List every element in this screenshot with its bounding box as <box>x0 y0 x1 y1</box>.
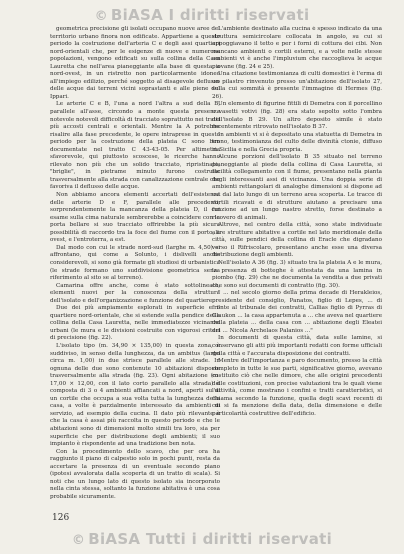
paragraph: Nell'isolato A 36 (fig. 3) situato tra la plateia A e le mura, la presenza di botteghe è attestata da una lamina in piombo (fig. 29) che ne documenta la vendita a due privati che sono sui documenti di contratto (fig. 30). <box>212 259 382 289</box>
paragraph: Due dei più ampiamente esplorati in superficie e il quartiere nord-orientale, che si estende sulla pendice della collina della Casa Lauretta, nelle immediatezze vicinanze urbani (le mura e le divisioni costruite con vigorosi criteri di precisione (fig. 22). <box>50 305 220 342</box>
paragraph: " ... nel secolo giorno della prima decade di Herakleios, presidente del consiglio, Panatos, figlio di Lepes, ... di fronte al tribunale dei contratti, Callias figlio di Pyrras di Glaukon ... la casa appartenuta a ... che aveva nel quartiere della plateia ... della casa con ... abitazione degli Eleatei del ... Nicola Archelaos Palanios ..." <box>212 290 382 334</box>
paragraph: Alcune porzioni dell'isolato B 35 situato nel terreno pianeggiante al piede della collina di Casa Lauretta, si facilità collegamento con il fiume, presentano nella pianta degli interessanti assi di vicinanza. Una doppia serie di ambienti rettangolari di analoghe dimensioni si dispone ad est dal lato lungo di un terreno area scoperta. Le tracce di cortili ricavati e di strutture aiutano a precisare una funzione ad un lungo nastro stretto, forse destinato a ricovero di animali. <box>212 154 382 221</box>
paragraph: Con la procedimento dello scavo, che per ora ha raggiunto il piano di calpestio solo in pochi punti, resta da accertare la presenza di un eventuale secondo piano (ipotesi avvalorata dalla scoperta di un tratto di scala). Si noti che un lungo lato di questo isolato sia incorporato nella cinta stessa, soltanto la funzione abitativa è una cosa probabile sicuramente. <box>50 448 220 500</box>
page-number: 126 <box>52 513 70 523</box>
paragraph: Non abbiamo ancora elementi accertati dell'esistenza delle arterie D e F, parallele alle precedenti; sorprendentemente la mancanza della plateia D, il cui esame sulla cima naturale sembrerebbe a coincidere con la porta bellare si suo tracciato offrirebbe la più sicura possibilità di raccordo tra la foce del fiume con il porto, a ovest, e l'entroterra, a est. <box>50 192 220 244</box>
watermark-banner-top <box>0 6 404 24</box>
paragraph: In ambienti vi si è depositato una statuetta di Demetra in trono, testimonianza del culto delle divinità ctonie, diffuso in Sicilia e nella Grecia propria. <box>212 131 382 153</box>
paragraph: Mentre dell'importanza e paro documento, presso la città completo in tutte le sue parti, significative giorno, avevano costituito ciò che nelle dimore, che alle origini precedenti delle costituzioni, con precise valutazioni tra le quali viene l'attività, come mostrano i confini e tratti caratteristici, si chiama secondo la funzione, quella degli scavi recenti di cui si fa menzione della data, della dimensione e delle particolarità costruttive dell'edificio. <box>212 358 382 417</box>
paragraph: geometrica precisione gli isolati occupano nuove aree del territorio urbano finora non edificate. Appartiene a questo periodo la costruzione dell'arteria C e degli assi quartieri nord-orientali che, per le esigenze di nuove e numerose popolazioni, vengono edificati su sulla collina della Casa Lauretta che nell'area pianeggiante alla base di questa, a nord-ovest, in un ristretto non particolarmente idoneo all'impiego edilizio, perché soggetto al disagevole deflusso delle acque dai terreni vicini soprastanti e alle piene del Ippari. <box>50 26 220 100</box>
copyright-icon: © <box>71 533 86 548</box>
left-text-column <box>50 26 220 518</box>
paragraph: Camarina offre anche, come è stato sottolineato, elementi nuovi per la conoscenza della struttura dell'isolato e dell'organizzazione e funzione del quartiere. <box>50 282 220 304</box>
paragraph: Dal modo con cui le strade nord-sud (larghe m. 4,50) si affrontano, qui come a Solunto, i dislivelli anche considerevoli, si sono già formate gli studiosi di urbanistica (le strade formano uno suddivisione geometrica senza riferimento al sito se al terreno). <box>50 244 220 282</box>
watermark-text-top: BiASA I diritti riservati <box>110 6 310 24</box>
paragraph: Le arterie C e B, l'una a nord l'altra a sud della B, parallele all'asse, circondo a monte questa presenza notevole notevoli difficoltà di tracciato soprattutto nei tratti più accosti centrali e orientali. Mentre la A potrebbe risalire alla fase precedente, le opere intraprese in questo periodo per la costruzione della plateia C sono ben documentate nel tratto C 43-43-05. Per altimetria sfavorevole, qui piuttosto scoscese, le ricerche hanno rilevato non più che un solido tracciato, ripristinato, "briglie", in pietrame minuto furono costruite trasversalmente alla strada con canalizzazione centrale che favoriva il deflusso delle acque. <box>50 101 220 191</box>
paragraph: L'ambiente destinato alla cucina è spesso indicato da una struttura semicircolare collocata in angolo, su cui si appoggiavano il tetto e per i forni di cottura dei cibi. Non mancano ambienti o cortili esterni, e a volte nelle stesse ambienti vi è anche l'impluvium che raccoglieva le acque piovane (fig. 24 e 25). <box>212 26 382 70</box>
paragraph: Una citazione testimonianza di culti domestici è l'erma di un pilastro rinvenuto presso un'abitazione dell'isolato 27, sulla cui sommità è presente l'immagine di Hermes (fig. 26). <box>212 71 382 100</box>
paragraph: L'isolato tipo (m. 34,90 × 135,00) in questa zona, è suddiviso, in senso della lunghezza, da un ambitus (largo circa m. 1,00) in due strisce parallele alle strade. In ognuna delle due sono contenute 10 abitazioni disposte trasversalmente alla strada (fig. 23). Ogni abitazione (m. 17,00 × 12,00, con il lato corto parallelo alla strada) è composta di 3 o 4 ambienti affiancati a nord, aperti su di un cortile che occupa a sua volta tutta la lunghezza della casa, a volte è parzialmente interessato da ambienti di servizio, ad esempio della cucina. Il dato più rilevante è che la casa è assai più raccolta in questo periodo e che le abitazioni sono di dimensioni molto simili tra loro, sia per superficie che per distribuzione degli ambienti; il suo impianto è rispondente ad una tradizione ben nota. <box>50 342 220 448</box>
watermark-banner-bottom <box>0 530 404 548</box>
watermark-text-bottom: BiASA Tutti i diritti riservati <box>88 530 333 548</box>
paragraph: Altrove, nel centro della città, sono state individuate altre strutture abitative a cortile nel lato meridionale della città, sulle pendici della collina di Eracle che digradano verso il Rifriscolaro, presentano anche esse una diversa distribuzione degli ambienti. <box>212 222 382 259</box>
right-text-column <box>212 26 382 518</box>
paragraph: Un elemento di figurine fittili di Demetra con il porcellino e vasetti votivi (fig. 28) era stato sepolto sotto l'ombra dell'isolato B 29. Un altro deposito simile è stato recentemente ritrovato nell'isolato B 37. <box>212 101 382 131</box>
copyright-icon: © <box>94 9 108 24</box>
paragraph: In documenti di questa città, data sulle lamine, si conservano gli atti più importanti redatti con forme ufficiali della città e l'accurata disposizione dei contratti. <box>212 335 382 357</box>
